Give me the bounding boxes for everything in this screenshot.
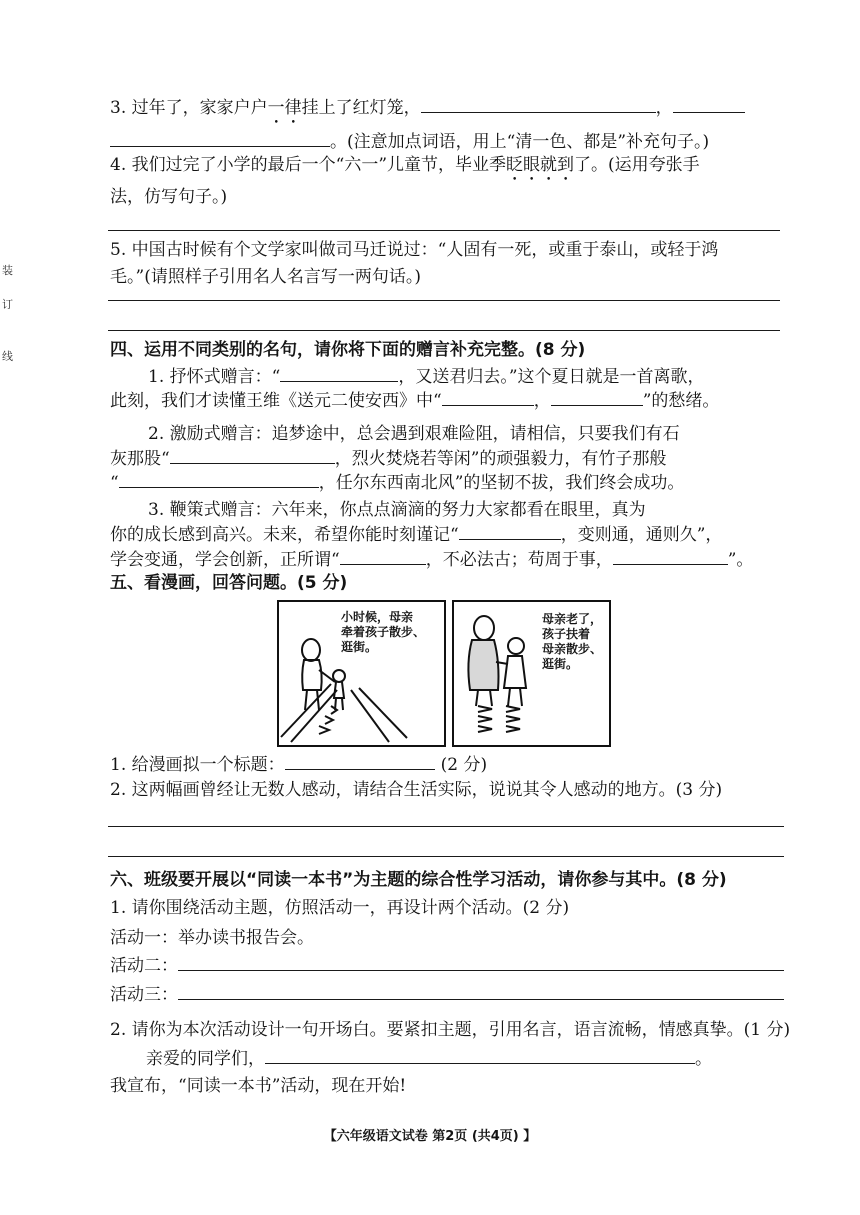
answer-blank[interactable]: [459, 522, 561, 540]
q3-item5-line1: 5. 中国古时候有个文学家叫做司马迁说过：“人固有一死，或重于泰山，或轻于鸿: [110, 240, 719, 260]
answer-line[interactable]: [108, 856, 784, 857]
emphasized-phrase: 眨眼就到: [506, 155, 575, 175]
q4-p3-line1: 3. 鞭策式赠言：六年来，你点点滴滴的努力大家都看在眼里，真为: [148, 500, 646, 520]
q3-item3-line1: 3. 过年了，家家户户一律挂上了红灯笼， ，: [110, 95, 745, 128]
answer-line[interactable]: [108, 330, 780, 331]
answer-blank[interactable]: [551, 388, 643, 406]
answer-blank[interactable]: [178, 953, 784, 971]
answer-blank[interactable]: [285, 752, 435, 770]
comic-panel-old-age: [452, 600, 611, 747]
margin-mark-2: 订: [2, 298, 13, 311]
q4-p1-line1: 1. 抒怀式赠言：“ ，又送君归去。”这个夏日就是一首离歌，: [148, 364, 705, 389]
q5-item2: 2. 这两幅画曾经让无数人感动，请结合生活实际，说说其令人感动的地方。(3 分): [110, 780, 723, 800]
answer-blank[interactable]: [442, 388, 534, 406]
q6-activity3: 活动三：: [110, 982, 784, 1007]
q4-p2-line2: 灰那股“ ，烈火焚烧若等闲”的顽强毅力，有竹子那般: [110, 446, 666, 471]
section-6-heading: 六、班级要开展以“同读一本书”为主题的综合性学习活动，请你参与其中。(8 分): [110, 870, 727, 890]
comic-caption-left: 小时候，母亲 牵着孩子散步、 逛街。: [341, 610, 426, 654]
q6-activity1: 活动一：举办读书报告会。: [110, 928, 314, 948]
answer-blank[interactable]: [613, 547, 728, 565]
answer-blank[interactable]: [673, 95, 745, 113]
q4-p2-line3: “ ，任尔东西南北风”的坚韧不拔，我们终会成功。: [110, 470, 684, 495]
margin-mark-1: 装: [2, 264, 13, 277]
comic-panel-childhood: [277, 600, 446, 747]
comic-caption-right: 母亲老了， 孩子扶着 母亲散步、 逛街。: [542, 612, 603, 671]
answer-blank[interactable]: [170, 446, 335, 464]
answer-blank[interactable]: [265, 1046, 695, 1064]
q6-activity2: 活动二：: [110, 953, 784, 978]
q3-item4-line1: 4. 我们过完了小学的最后一个“六一”儿童节，毕业季眨眼就到了。(运用夸张手: [110, 155, 700, 175]
q6-item1: 1. 请你围绕活动主题，仿照活动一，再设计两个活动。(2 分): [110, 898, 570, 918]
answer-blank[interactable]: [280, 364, 398, 382]
q4-p2-line1: 2. 激励式赠言：追梦途中，总会遇到艰难险阻，请相信，只要我们有石: [148, 424, 680, 444]
answer-blank[interactable]: [110, 129, 330, 147]
q3-item4-line2: 法，仿写句子。): [110, 187, 228, 207]
q5-item1: 1. 给漫画拟一个标题： (2 分): [110, 752, 487, 777]
q3-item5-line2: 毛。”(请照样子引用名人名言写一两句话。): [110, 267, 421, 287]
q6-item2: 2. 请你为本次活动设计一句开场白。要紧扣主题，引用名言，语言流畅，情感真挚。(1 分): [110, 1020, 791, 1040]
q6-closing: 我宣布，“同读一本书”活动，现在开始!: [110, 1076, 407, 1096]
page-footer: 【六年级语文试卷 第2页 (共4页) 】: [323, 1129, 537, 1144]
answer-blank[interactable]: [421, 95, 656, 113]
margin-mark-3: 线: [2, 350, 13, 363]
emphasized-word: 一律: [267, 98, 302, 118]
section-5-heading: 五、看漫画，回答问题。(5 分): [110, 573, 348, 593]
q6-greeting: 亲爱的同学们， 。: [146, 1046, 712, 1071]
q4-p1-line2: 此刻，我们才读懂王维《送元二使安西》中“ ， ”的愁绪。: [110, 388, 719, 413]
section-4-heading: 四、运用不同类别的名句，请你将下面的赠言补充完整。(8 分): [110, 340, 586, 360]
q4-p3-line2: 你的成长感到高兴。未来，希望你能时刻谨记“ ，变则通，通则久”，: [110, 522, 722, 547]
answer-blank[interactable]: [119, 470, 319, 488]
answer-line[interactable]: [108, 300, 780, 301]
q3-item3-line2: 。(注意加点词语，用上“清一色、都是”补充句子。): [110, 129, 709, 154]
answer-blank[interactable]: [340, 547, 426, 565]
answer-blank[interactable]: [178, 982, 784, 1000]
answer-line[interactable]: [108, 826, 784, 827]
answer-line[interactable]: [108, 230, 780, 231]
q4-p3-line3: 学会变通，学会创新，正所谓“ ，不必法古；苟周于事， ”。: [110, 547, 753, 572]
